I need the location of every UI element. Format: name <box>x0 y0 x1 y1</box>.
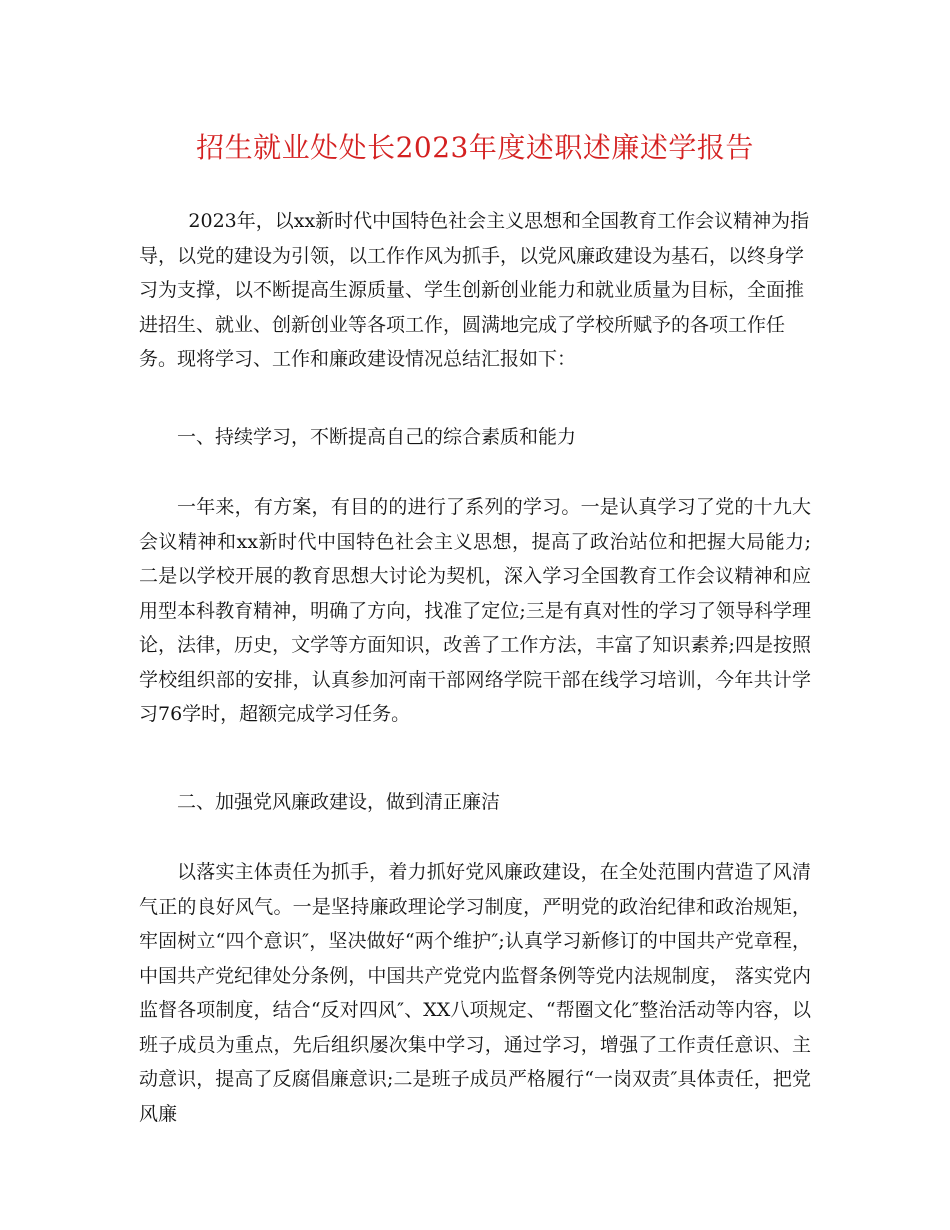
document-title: 招生就业处处长2023年度述职述廉述学报告 <box>196 131 754 164</box>
section-1-paragraph: 一年来，有方案，有目的的进行了系列的学习。一是认真学习了党的十九大会议精神和xx新时代中国特色社会主义思想，提高了政治站位和把握大局能力;二是以学校开展的教育思想大讨论为契机，深入学习全国教育工作会议精神和应用型本科教育精神，明确了方向，找准了定位;三是有真对性的学习了领导科学理论，法律，历史，文学等方面知识，改善了工作方法，丰富了知识素养;四是按照学校组织部的安排，认真参加河南干部网络学院干部在线学习培训，今年共计学习76学时，超额完成学习任务。 <box>139 496 811 725</box>
section-2-heading: 二、加强党风廉政建设，做到清正廉洁 <box>177 791 501 813</box>
section-2-paragraph: 以落实主体责任为抓手，着力抓好党风廉政建设，在全处范围内营造了风清气正的良好风气。一是坚持廉政理论学习制度，严明党的政治纪律和政治规矩，牢固树立“四个意识″，坚决做好“两个维护″;认真学习新修订的中国共产党章程，中国共产党纪律处分条例，中国共产党党内监督条例等党内法规制度， 落实党内监督各项制度，结合“反对四风″、XX八项规定、“帮圈文化″整治活动等内容，以班子成员为重点，先后组织屡次集中学习，通过学习，增强了工作责任意识、主动意识，提高了反腐倡廉意识;二是班子成员严格履行“一岗双责″具体责任，把党风廉 <box>139 861 811 1125</box>
section-1-heading: 一、持续学习，不断提高自己的综合素质和能力 <box>177 426 577 448</box>
intro-paragraph: 2023年，以xx新时代中国特色社会主义思想和全国教育工作会议精神为指导，以党的建设为引领，以工作作风为抓手，以党风廉政建设为基石，以终身学习为支撑，以不断提高生源质量、学生创新创业能力和就业质量为目标，全面推进招生、就业、创新创业等各项工作，圆满地完成了学校所赋予的各项工作任务。现将学习、工作和廉政建设情况总结汇报如下： <box>139 210 810 370</box>
